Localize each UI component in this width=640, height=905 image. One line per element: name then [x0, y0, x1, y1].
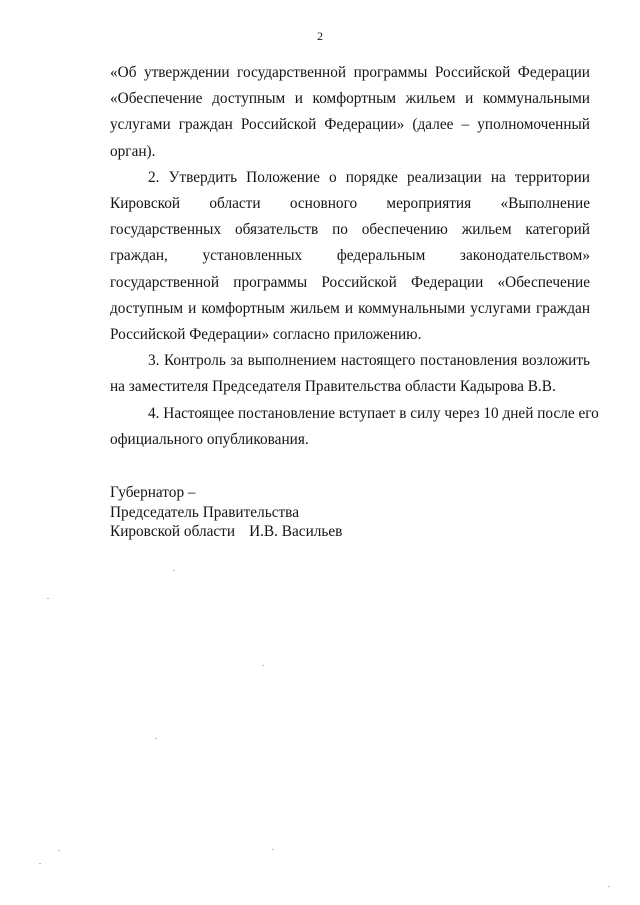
paragraph-3-control: [110, 348, 590, 400]
paragraph-line: 3. Контроль за выполнением настоящего постановления возложить: [148, 352, 590, 370]
scan-speck: [262, 665, 264, 666]
paragraph-1-continuation: [110, 60, 590, 165]
scan-speck: [608, 886, 610, 887]
paragraph-line: 2. Утвердить Положение о порядке реализации на территории: [148, 168, 590, 186]
paragraph-line: «Обеспечение доступным и комфортным жильем и коммунальными: [110, 90, 590, 108]
paragraph-line: Российской Федерации» согласно приложению.: [110, 326, 422, 344]
scan-speck: [58, 850, 60, 851]
paragraph-line: услугами граждан Российской Федерации» (далее – уполномоченный: [110, 116, 590, 134]
paragraph-2-approve-regulation: [110, 165, 590, 348]
document-body: [110, 60, 599, 453]
scan-speck: [173, 570, 175, 571]
signature-title-chairman: Председатель Правительства: [110, 503, 299, 521]
paragraph-line: граждан, установленных федеральным законодательством»: [110, 247, 590, 265]
scan-speck: [272, 849, 274, 850]
paragraph-line: доступным и комфортным жильем и коммунальными услугами граждан: [110, 299, 590, 317]
paragraph-line: орган).: [110, 142, 156, 160]
paragraph-line: «Об утверждении государственной программы Российской Федерации: [110, 64, 590, 81]
signature-region: Кировской области: [110, 523, 236, 540]
paragraph-4-entry-into-force: [110, 401, 599, 453]
paragraph-line: государственной программы Российской Федерации «Обеспечение: [110, 273, 590, 291]
scan-speck: [39, 863, 41, 864]
paragraph-line: 4. Настоящее постановление вступает в силу через 10 дней после его: [148, 404, 599, 422]
paragraph-line: на заместителя Председателя Правительства области Кадырова В.В.: [110, 378, 556, 396]
page-number: 2: [317, 29, 323, 43]
paragraph-line: государственных обязательств по обеспечению жильем категорий: [110, 221, 590, 239]
signature-block: [110, 483, 342, 542]
scan-speck: [47, 598, 49, 599]
paragraph-line: Кировской области основного мероприятия «Выполнение: [110, 195, 590, 213]
signatory-name: И.В. Васильев: [249, 523, 343, 540]
paragraph-line: официального опубликования.: [110, 430, 309, 448]
signature-title-governor: Губернатор –: [110, 484, 196, 501]
signature-region-line: [110, 522, 342, 542]
scan-speck: [155, 738, 157, 739]
